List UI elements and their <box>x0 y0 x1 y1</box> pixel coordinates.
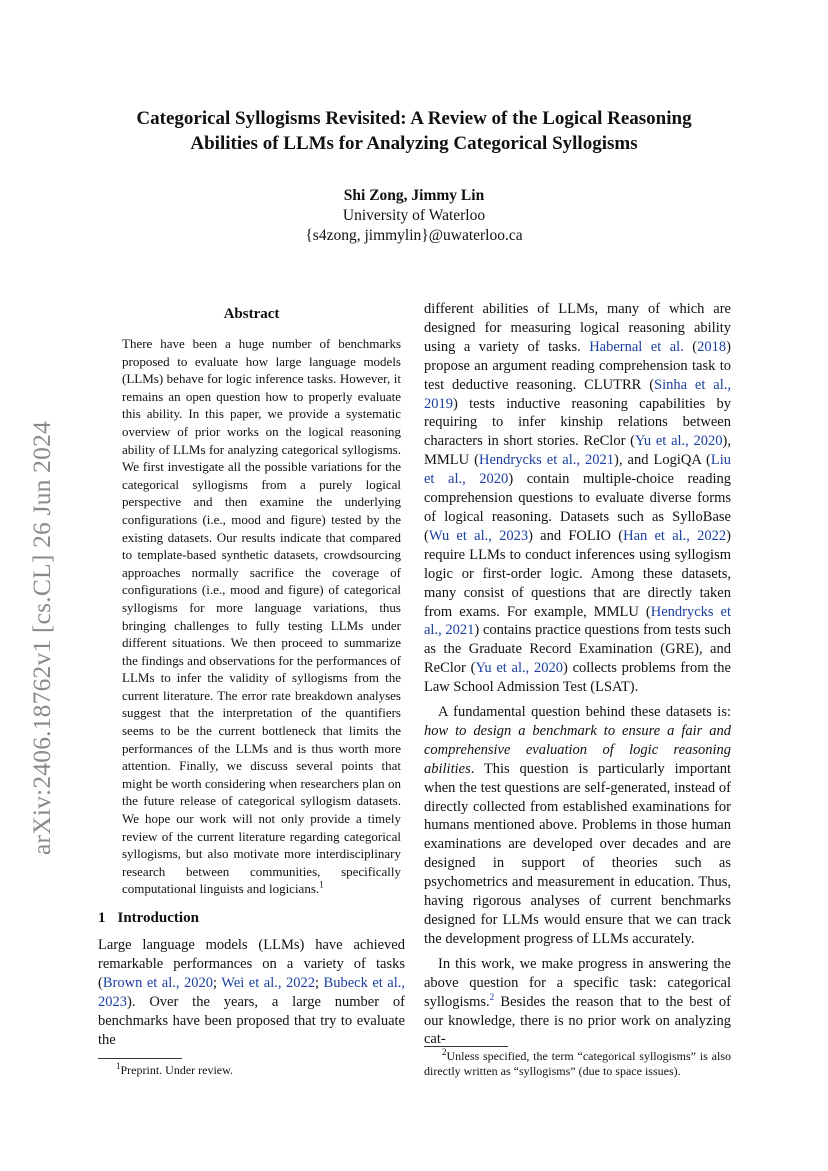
author-email: {s4zong, jimmylin}@uwaterloo.ca <box>305 227 523 244</box>
text-run: ) propose an argument reading comprehension task to test deductive reasoning. CLUTRR ( <box>424 338 731 393</box>
text-run: ), and LogiQA ( <box>614 452 711 469</box>
text-run: ) contain multiple-choice reading comprehension questions to evaluate diverse forms of logical reasoning. Datasets such as SylloBase ( <box>424 471 731 544</box>
intro-paragraph-3 <box>424 955 731 1050</box>
footnote-rule-right <box>424 1046 508 1047</box>
citation-wei-2022[interactable]: Wei et al., 2022 <box>221 974 315 991</box>
citation-bubeck-2023[interactable]: Bubeck et al., 2023 <box>98 974 406 1010</box>
citation-habernal-2018[interactable]: Habernal et al. <box>589 338 684 355</box>
footnote-rule-left <box>98 1058 182 1059</box>
title-line-1: Categorical Syllogisms Revisited: A Review of the Logical Reasoning <box>136 108 692 129</box>
text-run: different abilities of LLMs, many of which are designed for measuring logical reasoning ability using a variety of tasks. <box>424 301 731 355</box>
text-run: ). Over the years, a large number of benchmarks have been proposed that try to evaluate the <box>98 993 405 1048</box>
citation-wu-2023[interactable]: Wu et al., 2023 <box>428 527 529 544</box>
footnote-2 <box>424 1049 731 1079</box>
text-run: A fundamental question behind these datasets is: <box>438 704 731 721</box>
arxiv-identifier: arXiv:2406.18762v1 [cs.CL] 26 Jun 2024 <box>27 421 56 855</box>
text-run: ) collects problems from the Law School Admission Test (LSAT). <box>424 660 731 696</box>
section-number: 1 <box>98 910 106 926</box>
citation-habernal-year[interactable]: 2018 <box>697 338 727 355</box>
citation-hendrycks-2021[interactable]: Hendrycks et al., 2021 <box>478 452 615 469</box>
right-column <box>424 300 731 1049</box>
citation-yu-2020[interactable]: Yu et al., 2020 <box>634 433 723 450</box>
text-run: ) require LLMs to conduct inferences using syllogism logic or first-order logic. Among these datasets, many consist of questions that are directly taken from exams. For example, MMLU ( <box>424 527 731 620</box>
abstract-heading: Abstract <box>223 306 280 322</box>
paper-title <box>90 106 738 156</box>
footnote-2-text: Unless specified, the term “categorical syllogisms” is also directly written as “syllogisms” (due to space issues). <box>424 1049 731 1078</box>
citation-brown-2020[interactable]: Brown et al., 2020 <box>102 974 214 991</box>
text-run: ) tests inductive reasoning capabilities by requiring to infer kinship relations between characters in short stories. ReClor ( <box>424 395 731 450</box>
citation-han-2022[interactable]: Han et al., 2022 <box>623 527 727 544</box>
citation-hendrycks-2021-b[interactable]: Hendrycks et al., 2021 <box>424 603 732 639</box>
citation-yu-2020-b[interactable]: Yu et al., 2020 <box>475 660 564 677</box>
citation-sinha-2019[interactable]: Sinha et al., 2019 <box>424 376 731 412</box>
abstract-body: There have been a huge number of benchmarks proposed to evaluate how large language models (LLMs) behave for logic inference tasks. However, it remains an open question how to properly evaluate this ability. In this paper, we provide a systematic overview of prior works on the logical reasoning ability of LLMs for analyzing categorical syllogisms. We first investigate all the possible variations for the categorical syllogisms from a purely logical perspective and then examine the underlying configurations (i.e., mood and figure) tested by the existing datasets. Our results indicate that compared to template-based synthetic datasets, crowdsourcing approaches normally sacrifice the coverage of configurations (i.e., mood and figure) of categorical syllogisms for more language variations, thus bringing challenges to fully testing LLMs under different situations. We then proceed to summarize the findings and observations for the performances of LLMs to infer the validity of syllogisms from the current literature. The error rate breakdown analyses suggest that the interpretation of the quantifiers seems to be the current bottleneck that limits the performances of the LLMs and is thus worth more attention. Finally, we discuss several points that might be worth considering when researchers plan on the future release of categorical syllogism datasets. We hope our work will not only provide a timely review of the current literature regarding categorical syllogisms, but also motivate more interdisciplinary research between communities, specifically computational linguists and logicians. <box>122 336 401 897</box>
text-run: ( <box>683 338 698 355</box>
intro-paragraph-2 <box>424 703 731 949</box>
text-run: ; <box>314 974 324 991</box>
left-column <box>98 300 405 1049</box>
author-names: Shi Zong, Jimmy Lin <box>343 187 485 204</box>
text-run: ), MMLU ( <box>424 433 731 469</box>
text-run: ) and FOLIO ( <box>528 527 624 544</box>
footnote-mark-2[interactable]: 2 <box>489 991 495 1002</box>
author-block <box>90 186 738 246</box>
citation-liu-2020[interactable]: Liu et al., 2020 <box>424 452 731 488</box>
text-run: In this work, we make progress in answering the above question for a specific task: categorical syllogisms. <box>424 955 731 1010</box>
footnote-mark-1[interactable]: 1 <box>319 880 324 891</box>
text-run: Besides the reason that to the best of our knowledge, there is no prior work on analyzing cat- <box>424 993 731 1048</box>
footnote-2-mark: 2 <box>442 1047 447 1057</box>
text-run: . This question is particularly important when the test questions are self-generated, instead of directly collected from established examinations for humans mentioned above. Problems in those human examinations are developed over decades and are designed in support of theories such as psychometrics and measurement in education. Thus, having rigorous analyses of current benchmarks designed for LLMs would ensure that we can track the development progress of LLMs accurately. <box>424 760 731 947</box>
footnote-1 <box>98 1063 405 1078</box>
section-heading-introduction <box>98 910 405 927</box>
text-run: Large language models (LLMs) have achieved remarkable performances on a variety of tasks ( <box>98 937 405 991</box>
text-run: ) contains practice questions from tests such as the Graduate Record Examination (GRE), and ReClor ( <box>424 622 731 677</box>
footnote-1-text: Preprint. Under review. <box>120 1063 234 1077</box>
footnote-1-mark: 1 <box>116 1061 121 1071</box>
title-line-2: Abilities of LLMs for Analyzing Categorical Syllogisms <box>190 133 638 154</box>
section-title: Introduction <box>117 910 199 926</box>
emphasis-question: how to design a benchmark to ensure a fair and comprehensive evaluation of logic reasoning abilities <box>424 722 731 777</box>
intro-paragraph-1-part-2 <box>424 300 731 697</box>
abstract-text <box>122 335 401 898</box>
text-run: ; <box>213 974 222 991</box>
intro-paragraph-1-part-1 <box>98 936 405 1049</box>
affiliation: University of Waterloo <box>342 207 486 224</box>
